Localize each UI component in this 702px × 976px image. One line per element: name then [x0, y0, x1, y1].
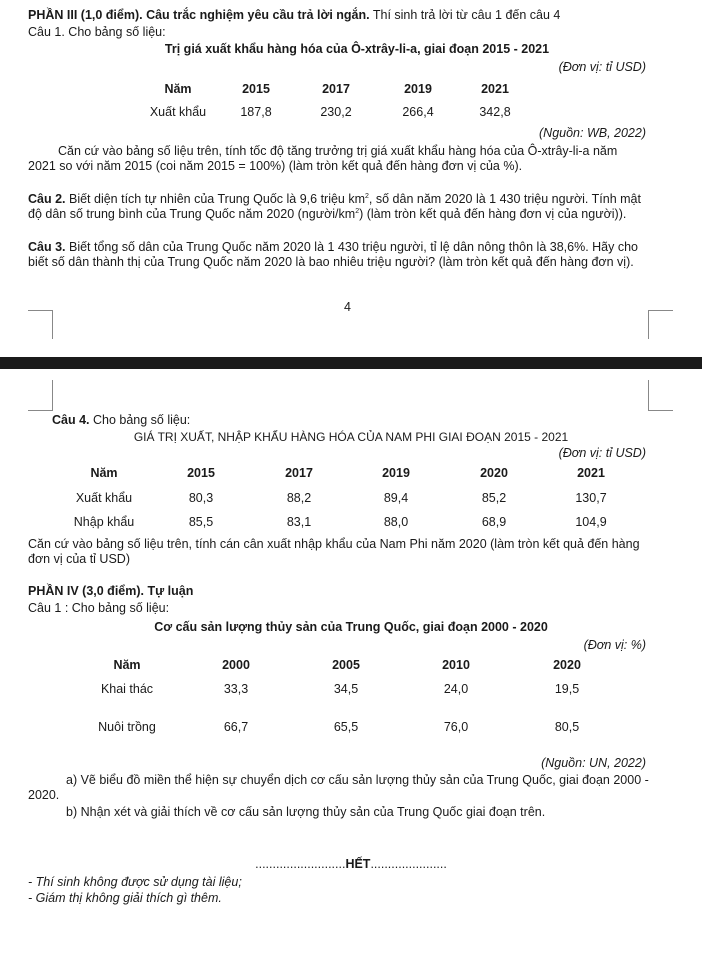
essay-source: (Nguồn: UN, 2022): [541, 756, 646, 770]
q2-text-b: , số dân năm 2020 là 1 430 triệu người. Tính mật độ dân số trung bình của Trung Quốc năm 2020 (người/km: [28, 192, 641, 221]
q4-value: 88,0: [383, 515, 409, 529]
essay-value: 65,5: [333, 720, 359, 734]
section3-heading: [28, 8, 560, 22]
essay-value: 80,5: [554, 720, 580, 734]
q2-paragraph: [28, 192, 648, 222]
q4-label: Câu 4.: [52, 413, 90, 427]
q1-row-label: Xuất khẩu: [149, 105, 207, 119]
section4-heading: PHẦN IV (3,0 điểm). Tự luận: [28, 584, 194, 598]
page-corner-mark: [648, 310, 673, 339]
q4-year: 2015: [187, 466, 215, 480]
essay-year: 2000: [222, 658, 250, 672]
essay-part-a: a) Vẽ biểu đồ miền thể hiện sự chuyển dịch cơ cấu sản lượng thủy sản của Trung Quốc, giai đoạn 2000 - 2020.: [28, 773, 649, 802]
q4-year: 2020: [480, 466, 508, 480]
essay-value: 33,3: [223, 682, 249, 696]
q1-value: 187,8: [240, 105, 272, 119]
q4-year: 2019: [382, 466, 410, 480]
page-number: 4: [344, 300, 351, 314]
q4-intro-text: Cho bảng số liệu:: [89, 413, 191, 427]
essay-value: 76,0: [443, 720, 469, 734]
q2-label: Câu 2.: [28, 192, 66, 206]
q4-header-label: Năm: [90, 466, 118, 480]
end-dots: ..........................: [255, 857, 346, 871]
section3-heading-bold: PHẦN III (1,0 điểm). Câu trắc nghiệm yêu cầu trả lời ngắn.: [28, 8, 370, 22]
q4-year: 2017: [285, 466, 313, 480]
section3-heading-rest: Thí sinh trả lời từ câu 1 đến câu 4: [369, 8, 561, 22]
page-corner-mark: [648, 380, 673, 411]
q3-paragraph: [28, 240, 648, 270]
end-dots: ......................: [370, 857, 447, 871]
q4-value: 83,1: [286, 515, 312, 529]
essay-value: 66,7: [223, 720, 249, 734]
q4-intro: [52, 413, 190, 427]
q4-value: 85,5: [188, 515, 214, 529]
q4-text: Căn cứ vào bảng số liệu trên, tính cán cân xuất nhập khẩu của Nam Phi năm 2020 (làm tròn kết quả đến hàng đơn vị của tỉ USD): [28, 537, 640, 566]
q4-row-label: Xuất khẩu: [75, 491, 133, 505]
q1-header-label: Năm: [164, 82, 192, 96]
essay-value: 19,5: [554, 682, 580, 696]
q4-value: 88,2: [286, 491, 312, 505]
q1-text: Căn cứ vào bảng số liệu trên, tính tốc độ tăng trưởng trị giá xuất khẩu hàng hóa của Ô-xtrây-li-a năm 2021 so với năm 2015 (coi năm 2015 = 100%) (làm tròn kết quả đến hàng đơn vị của %).: [28, 144, 618, 173]
q4-unit: (Đơn vị: tỉ USD): [558, 446, 646, 460]
q3-label: Câu 3.: [28, 240, 66, 254]
essay-row-label: Khai thác: [100, 682, 154, 696]
q2-sup: 2: [355, 207, 360, 215]
essay-part-b: b) Nhận xét và giải thích về cơ cấu sản lượng thủy sản của Trung Quốc giai đoạn trên.: [66, 805, 546, 819]
q4-value: 80,3: [188, 491, 214, 505]
q1-year: 2015: [242, 82, 270, 96]
q4-table-title: GIÁ TRỊ XUẤT, NHẬP KHẨU HÀNG HÓA CỦA NAM PHI GIAI ĐOẠN 2015 - 2021: [133, 430, 569, 444]
end-label: HẾT: [345, 857, 371, 871]
essay-value: 24,0: [443, 682, 469, 696]
q1-year: 2021: [481, 82, 509, 96]
essay-year: 2005: [332, 658, 360, 672]
q3-text: Biết tổng số dân của Trung Quốc năm 2020 là 1 430 triệu người, tỉ lệ dân nông thôn là 38,6%. Hãy cho biết số dân thành thị của Trung Quốc năm 2020 là bao nhiêu triệu người? (làm tròn kết quả đến hàng đơn vị).: [28, 240, 639, 269]
q1-year: 2017: [322, 82, 350, 96]
essay-header-label: Năm: [113, 658, 141, 672]
page-separator: [0, 357, 702, 369]
q1-value: 230,2: [320, 105, 352, 119]
q1-intro: Câu 1. Cho bảng số liệu:: [28, 25, 166, 39]
essay-value: 34,5: [333, 682, 359, 696]
page-corner-mark: [28, 310, 53, 339]
q4-value: 104,9: [575, 515, 607, 529]
essay-table-title: Cơ cấu sản lượng thủy sản của Trung Quốc, giai đoạn 2000 - 2020: [154, 620, 548, 634]
note-1: - Thí sinh không được sử dụng tài liệu;: [28, 875, 242, 889]
page-corner-mark: [28, 380, 53, 411]
q4-year: 2021: [577, 466, 605, 480]
essay-unit: (Đơn vị: %): [583, 638, 646, 652]
end-marker: [0, 857, 702, 871]
essay-year: 2010: [442, 658, 470, 672]
essay-row-label: Nuôi trồng: [98, 720, 156, 734]
essay-q1-intro: Câu 1 : Cho bảng số liệu:: [28, 601, 170, 615]
q2-text-a: Biết diện tích tự nhiên của Trung Quốc là 9,6 triệu km: [65, 192, 366, 206]
q4-value: 130,7: [575, 491, 607, 505]
q1-value: 342,8: [479, 105, 511, 119]
q1-source: (Nguồn: WB, 2022): [539, 126, 646, 140]
q1-year: 2019: [404, 82, 432, 96]
q4-row-label: Nhập khẩu: [73, 515, 135, 529]
note-2: - Giám thị không giải thích gì thêm.: [28, 891, 222, 905]
q2-text-c: ) (làm tròn kết quả đến hàng đơn vị của người)).: [359, 207, 627, 221]
q1-unit: (Đơn vị: tỉ USD): [558, 60, 646, 74]
q4-value: 89,4: [383, 491, 409, 505]
q4-value: 68,9: [481, 515, 507, 529]
q4-value: 85,2: [481, 491, 507, 505]
q2-sup: 2: [365, 192, 369, 200]
q1-table-title: Trị giá xuất khẩu hàng hóa của Ô-xtrây-li-a, giai đoạn 2015 - 2021: [164, 42, 550, 56]
essay-year: 2020: [553, 658, 581, 672]
q1-value: 266,4: [402, 105, 434, 119]
